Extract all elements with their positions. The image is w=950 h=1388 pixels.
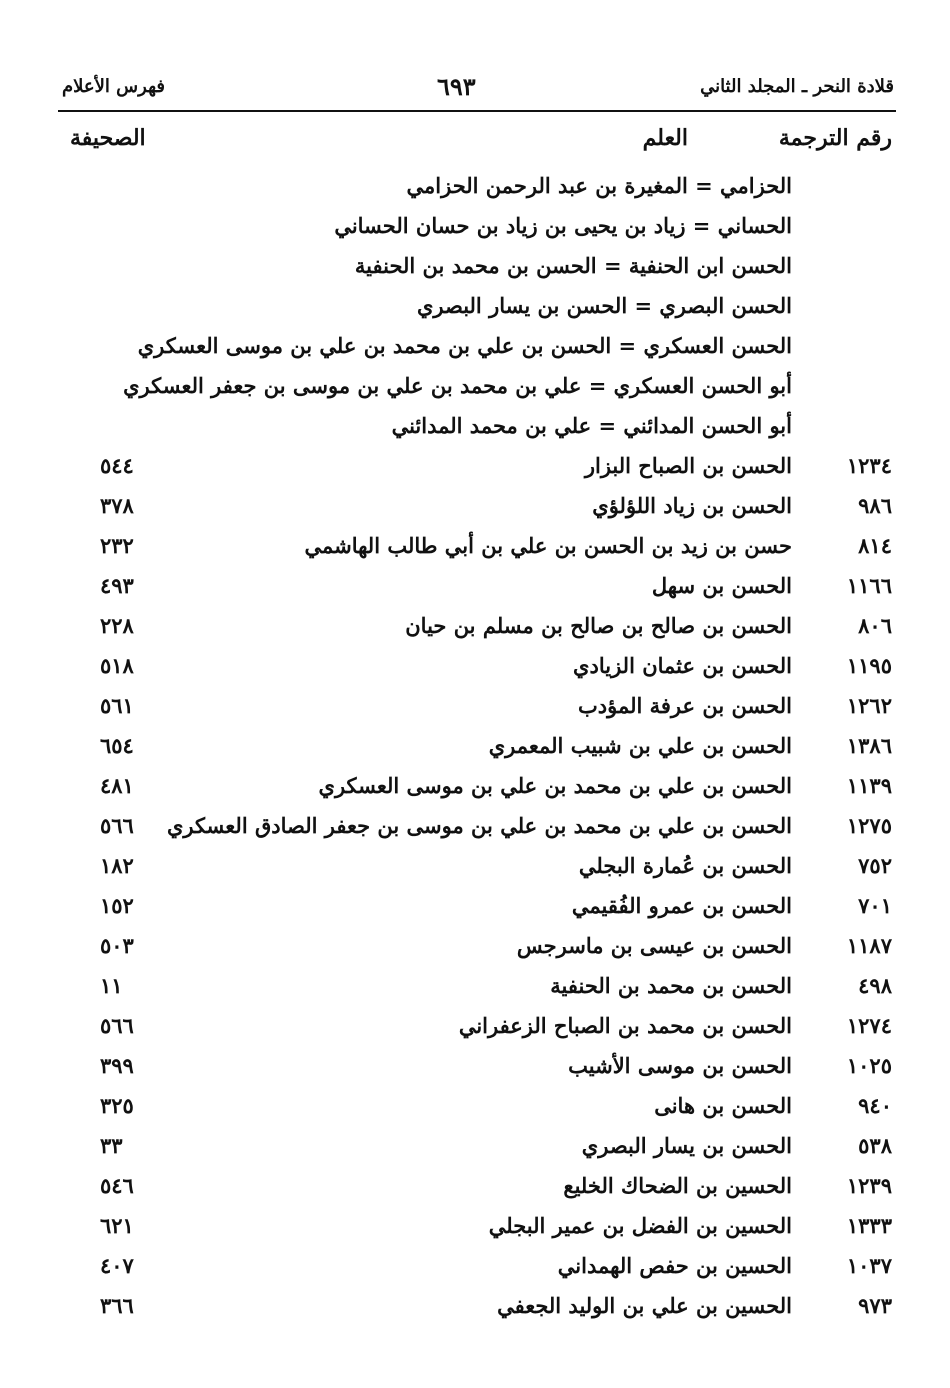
cross-reference: الحسن ابن الحنفية = الحسن بن محمد بن الحنفية	[354, 253, 792, 278]
index-entry	[0, 846, 950, 886]
entry-name: الحسن بن عمرو الفُقيمي	[571, 893, 792, 918]
entry-number: ٨٠٦	[858, 613, 892, 638]
entry-page: ٥٤٦	[100, 1173, 134, 1198]
entry-name: الحسن بن سهل	[651, 573, 792, 598]
entry-page: ٤٠٧	[100, 1253, 134, 1278]
entry-number: ٥٣٨	[858, 1133, 892, 1158]
column-header-number: رقم الترجمة	[778, 125, 892, 151]
index-entry	[0, 726, 950, 766]
index-entry	[0, 1246, 950, 1286]
entry-number: ١٢٧٥	[846, 813, 892, 838]
entry-name: الحسن بن علي بن شبيب المعمري	[488, 733, 792, 758]
entry-name: الحسن بن عُمارة البجلي	[578, 853, 792, 878]
cross-reference: الحزامي = المغيرة بن عبد الرحمن الحزامي	[406, 173, 792, 198]
index-entry	[0, 446, 950, 486]
entry-name: الحسين بن حفص الهمداني	[557, 1253, 792, 1278]
index-entry	[0, 646, 950, 686]
entry-page: ٦٢١	[100, 1213, 134, 1238]
entry-number: ٧٥٢	[858, 853, 892, 878]
entry-number: ١١٩٥	[846, 653, 892, 678]
index-entry	[0, 966, 950, 1006]
header-rule	[58, 110, 896, 112]
index-entry	[0, 526, 950, 566]
index-entry	[0, 566, 950, 606]
entry-number: ١٢٦٢	[846, 693, 892, 718]
column-header-name: العلم	[642, 125, 688, 151]
index-entry	[0, 1086, 950, 1126]
cross-reference: أبو الحسن العسكري = علي بن محمد بن علي بن موسى بن جعفر العسكري	[123, 373, 792, 398]
entry-name: الحسن بن علي بن محمد بن علي بن موسى العسكري	[318, 773, 792, 798]
page-number: ٦٩٣	[437, 72, 476, 101]
entry-number: ١٢٧٤	[846, 1013, 892, 1038]
entry-name: حسن بن زيد بن الحسن بن علي بن أبي طالب الهاشمي	[304, 533, 792, 558]
entry-page: ١٨٢	[100, 853, 134, 878]
entry-page: ١٥٢	[100, 893, 134, 918]
index-title: فهرس الأعلام	[62, 76, 165, 97]
entry-page: ٣٢٥	[100, 1093, 134, 1118]
entry-page: ٣٦٦	[100, 1293, 134, 1318]
entry-page: ١١	[100, 973, 123, 998]
entry-number: ١٣٣٣	[846, 1213, 892, 1238]
index-entry	[0, 1206, 950, 1246]
entry-name: الحسين بن الضحاك الخليع	[563, 1173, 792, 1198]
entry-name: الحسن بن زياد اللؤلؤي	[592, 493, 792, 518]
entry-page: ٤٩٣	[100, 573, 134, 598]
entry-page: ٣٩٩	[100, 1053, 134, 1078]
cross-reference: الحساني = زياد بن يحيى بن زياد بن حسان الحساني	[334, 213, 792, 238]
entry-number: ٩٤٠	[858, 1093, 892, 1118]
entry-name: الحسن بن محمد بن الحنفية	[550, 973, 792, 998]
entry-page: ٥٦١	[100, 693, 134, 718]
entry-number: ١٣٨٦	[846, 733, 892, 758]
index-entry	[0, 806, 950, 846]
entry-number: ١٢٣٩	[846, 1173, 892, 1198]
index-entry	[0, 606, 950, 646]
entry-name: الحسن بن هانى	[654, 1093, 792, 1118]
index-entry	[0, 1046, 950, 1086]
entry-name: الحسن بن موسى الأشيب	[568, 1053, 792, 1078]
cross-reference: الحسن البصري = الحسن بن يسار البصري	[416, 293, 792, 318]
entry-name: الحسن بن يسار البصري	[581, 1133, 792, 1158]
entry-name: الحسن بن محمد بن الصباح الزعفراني	[458, 1013, 792, 1038]
index-entry	[0, 766, 950, 806]
entry-page: ٢٣٢	[100, 533, 134, 558]
cross-reference: الحسن العسكري = الحسن بن علي بن محمد بن علي بن موسى العسكري	[137, 333, 792, 358]
entry-number: ١١٣٩	[846, 773, 892, 798]
entry-page: ٦٥٤	[100, 733, 134, 758]
entry-number: ١٠٢٥	[846, 1053, 892, 1078]
entry-page: ٣٧٨	[100, 493, 134, 518]
entry-name: الحسين بن علي بن الوليد الجعفي	[497, 1293, 792, 1318]
entry-number: ٧٠١	[858, 893, 892, 918]
index-entry	[0, 1166, 950, 1206]
index-entry	[0, 1006, 950, 1046]
entry-page: ٢٢٨	[100, 613, 134, 638]
column-header-page: الصحيفة	[70, 125, 146, 151]
index-entry	[0, 486, 950, 526]
index-entry	[0, 886, 950, 926]
entry-page: ٥٠٣	[100, 933, 134, 958]
entry-number: ٩٨٦	[858, 493, 892, 518]
entry-page: ٥١٨	[100, 653, 134, 678]
entry-number: ١٢٣٤	[846, 453, 892, 478]
index-entry	[0, 1286, 950, 1326]
page-header	[62, 72, 894, 106]
entry-name: الحسين بن الفضل بن عمير البجلي	[488, 1213, 792, 1238]
entry-name: الحسن بن علي بن محمد بن علي بن موسى بن جعفر الصادق العسكري	[166, 813, 792, 838]
cross-reference: أبو الحسن المدائني = علي بن محمد المدائني	[391, 413, 792, 438]
index-entry	[0, 686, 950, 726]
entry-name: الحسن بن عرفة المؤدب	[577, 693, 792, 718]
entry-number: ١١٦٦	[846, 573, 892, 598]
entry-name: الحسن بن عيسى بن ماسرجس	[516, 933, 792, 958]
entry-page: ٣٣	[100, 1133, 123, 1158]
index-entry	[0, 1126, 950, 1166]
entry-page: ٥٤٤	[100, 453, 134, 478]
entry-page: ٤٨١	[100, 773, 134, 798]
book-title: قلادة النحر ـ المجلد الثاني	[700, 76, 894, 97]
column-headers	[0, 125, 950, 165]
entry-number: ١٠٣٧	[846, 1253, 892, 1278]
index-entry	[0, 926, 950, 966]
entry-number: ٤٩٨	[858, 973, 892, 998]
entry-page: ٥٦٦	[100, 1013, 134, 1038]
entry-number: ٨١٤	[858, 533, 892, 558]
entry-number: ٩٧٣	[858, 1293, 892, 1318]
entry-name: الحسن بن صالح بن صالح بن مسلم بن حيان	[405, 613, 792, 638]
entry-number: ١١٨٧	[846, 933, 892, 958]
entry-name: الحسن بن عثمان الزيادي	[573, 653, 792, 678]
entry-name: الحسن بن الصباح البزار	[584, 453, 792, 478]
entry-page: ٥٦٦	[100, 813, 134, 838]
